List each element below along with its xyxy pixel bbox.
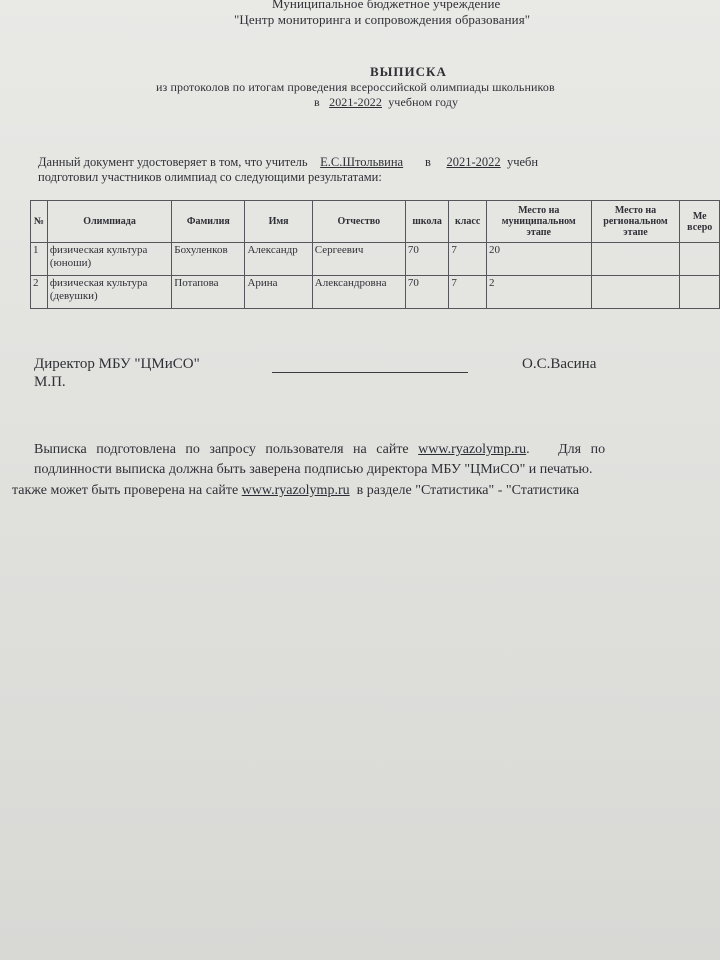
cell-school: 70	[405, 243, 449, 276]
org-line-2: "Центр мониторинга и сопровождения образования"	[234, 12, 531, 27]
cell-municipal: 2	[486, 276, 591, 309]
footer-text-1b: Для по	[558, 442, 606, 457]
site-link-1[interactable]: www.ryazolymp.ru	[418, 442, 527, 457]
intro-year: 2021-2022	[446, 155, 501, 169]
col-header-name: Имя	[245, 201, 312, 243]
col-header-regional: Место на региональном этапе	[591, 201, 680, 243]
year-suffix: учебном году	[388, 95, 459, 109]
footer-text-1: Выписка подготовлена по запросу пользователя на сайте	[34, 442, 409, 457]
document-title: ВЫПИСКА	[370, 64, 447, 79]
col-header-grade: класс	[449, 201, 487, 243]
col-header-school: школа	[405, 201, 449, 243]
director-name: О.С.Васина	[522, 356, 597, 372]
col-header-olympiad: Олимпиада	[47, 201, 171, 243]
footer-text-3b: в разделе "Статистика" - "Статистика	[356, 483, 580, 498]
cell-name: Арина	[245, 276, 312, 309]
results-table	[30, 200, 720, 309]
table-row	[31, 243, 720, 276]
col-header-municipal: Место на муниципальном этапе	[486, 201, 591, 243]
cell-num: 1	[31, 243, 48, 276]
intro-line-2: подготовил участников олимпиад со следующими результатами:	[38, 170, 382, 184]
table-row	[31, 276, 720, 309]
in-label: в	[314, 95, 320, 109]
signature-line	[272, 372, 468, 373]
cell-grade: 7	[449, 276, 487, 309]
cell-surname: Бохуленков	[172, 243, 245, 276]
site-link-2[interactable]: www.ryazolymp.ru	[241, 483, 350, 498]
cell-patronymic: Александровна	[312, 276, 405, 309]
cell-regional	[591, 243, 680, 276]
col-header-surname: Фамилия	[172, 201, 245, 243]
director-title: Директор МБУ "ЦМиСО"	[34, 356, 200, 372]
footer-line-1	[34, 440, 605, 460]
intro-text: Данный документ удостоверяет в том, что учитель	[38, 155, 308, 169]
stamp-label: М.П.	[34, 374, 66, 390]
table-header-row	[31, 201, 720, 243]
col-header-num: №	[31, 201, 48, 243]
col-header-national: Ме всеро	[680, 201, 720, 243]
cell-national	[680, 276, 720, 309]
footer-line-2: подлинности выписка должна быть заверена подписью директора МБУ "ЦМиСО" и печатью.	[34, 462, 593, 477]
intro-line-1	[38, 155, 538, 170]
col-header-patronymic: Отчество	[312, 201, 405, 243]
cell-national	[680, 243, 720, 276]
footer-text-3: также может быть проверена на сайте	[12, 483, 239, 498]
school-year-line	[314, 95, 458, 110]
footer-line-3	[12, 481, 579, 501]
cell-municipal: 20	[486, 243, 591, 276]
cell-grade: 7	[449, 243, 487, 276]
intro-in: в	[424, 155, 431, 169]
org-line-1: Муниципальное бюджетное учреждение	[272, 0, 501, 11]
cell-num: 2	[31, 276, 48, 309]
cell-olympiad: физическая культура (девушки)	[47, 276, 171, 309]
cell-name: Александр	[245, 243, 312, 276]
cell-regional	[591, 276, 680, 309]
school-year: 2021-2022	[329, 95, 382, 109]
intro-year-suffix: учебн	[506, 155, 539, 169]
cell-school: 70	[405, 276, 449, 309]
footer-dot: .	[526, 442, 530, 457]
teacher-name: Е.С.Штольвина	[320, 155, 404, 169]
cell-patronymic: Сергеевич	[312, 243, 405, 276]
cell-surname: Потапова	[172, 276, 245, 309]
cell-olympiad: физическая культура (юноши)	[47, 243, 171, 276]
document-subtitle: из протоколов по итогам проведения всероссийской олимпиады школьников	[156, 80, 555, 94]
